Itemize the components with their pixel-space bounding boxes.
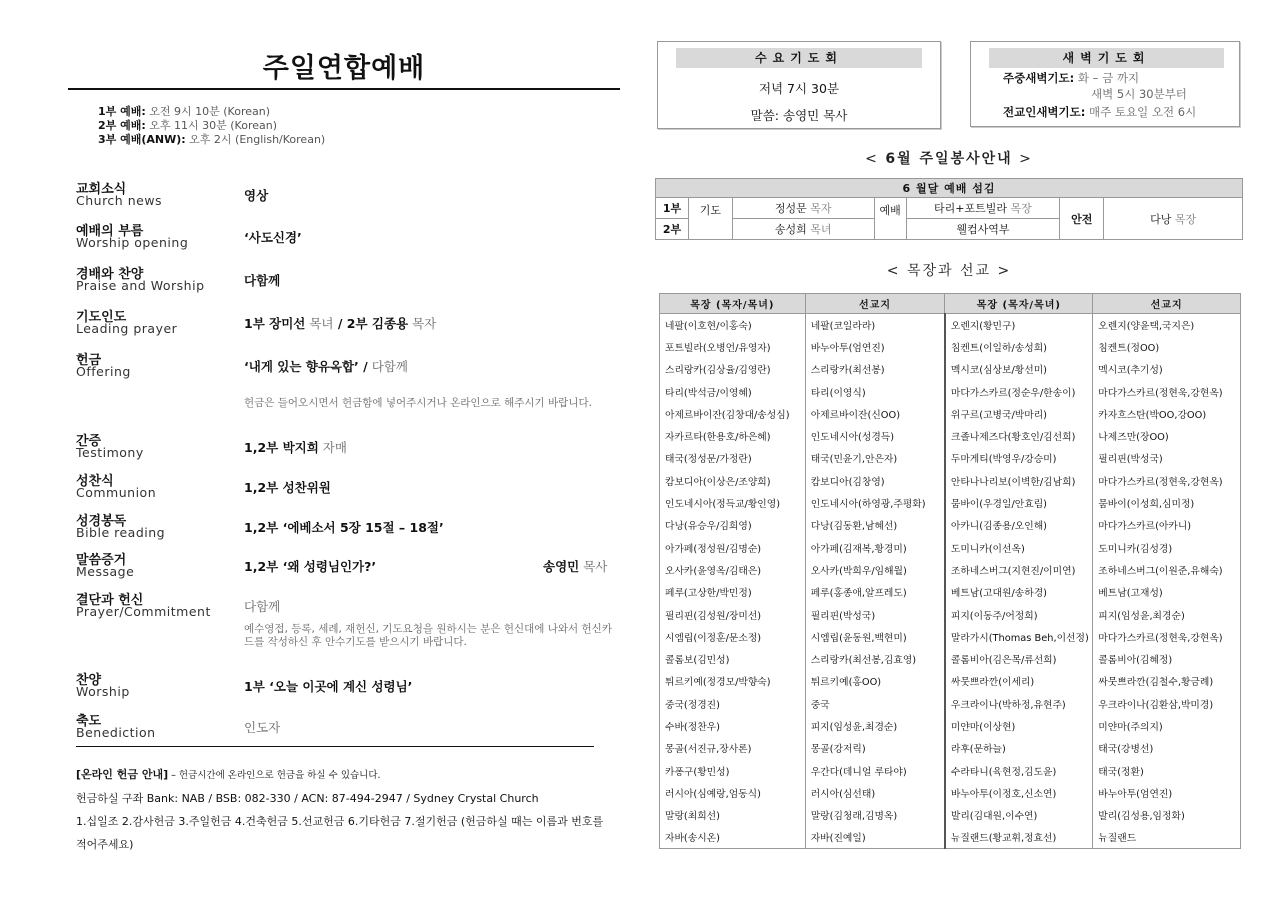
table-row	[660, 447, 1241, 469]
mission-field-cell: 캄보디아(김창영)	[805, 470, 945, 492]
mission-group-cell: 뉴질랜드(황교휘,정효선)	[945, 826, 1093, 848]
mission-group-cell: 우크라이나(박하정,유현주)	[945, 693, 1093, 715]
mission-field-cell: 카자흐스탄(박OO,강OO)	[1093, 403, 1241, 425]
mission-group-cell: 싸뭇쁘라깐(이세리)	[945, 670, 1093, 692]
mission-group-cell: 러시아(심예랑,엄동식)	[660, 782, 806, 804]
mission-field-cell: 시엠립(윤동원,백현미)	[805, 626, 945, 648]
mission-field-cell: 스리랑카(최선봉,김효영)	[805, 648, 945, 670]
mission-field-cell: 뭄바이(이성희,심미정)	[1093, 492, 1241, 514]
table-row	[660, 782, 1241, 804]
mission-field-cell: 피지(임성윤,최경순)	[1093, 603, 1241, 625]
mission-group-cell: 뭄바이(우경일/안효림)	[945, 492, 1093, 514]
mission-field-cell: 콜롬비아(김혜정)	[1093, 648, 1241, 670]
dawn-prayer-box	[970, 41, 1240, 127]
service-row-2: 2부 송성희 목녀 웰컴사역부	[656, 219, 1243, 240]
mission-field-cell: 싸뭇쁘라깐(김철수,황금례)	[1093, 670, 1241, 692]
mission-group-cell: 태국(정성문/가정란)	[660, 447, 806, 469]
mission-group-cell: 수바(정찬우)	[660, 715, 806, 737]
mission-field-cell: 자바(진예일)	[805, 826, 945, 848]
service-table-header: 6 월달 예배 섬김	[656, 179, 1243, 198]
mission-field-cell: 오사카(박희우/임해월)	[805, 559, 945, 581]
mission-group-cell: 튀르키예(정경모/박향숙)	[660, 670, 806, 692]
mission-group-cell: 아제르바이잔(김창대/송성심)	[660, 403, 806, 425]
mission-group-cell: 베트남(고대원/송하경)	[945, 581, 1093, 603]
mission-group-cell: 마다가스카르(정순우/한송이)	[945, 380, 1093, 402]
table-row	[660, 826, 1241, 848]
mission-field-cell: 튀르키예(홍OO)	[805, 670, 945, 692]
table-row	[660, 715, 1241, 737]
mission-group-cell: 다낭(유승우/김희영)	[660, 514, 806, 536]
mission-group-cell: 미얀마(이상현)	[945, 715, 1093, 737]
mission-field-cell: 태국(민윤기,안은자)	[805, 447, 945, 469]
dawn-saturday: 전교인새벽기도: 매주 토요일 오전 6시	[1003, 105, 1197, 119]
online-offering-info	[76, 763, 606, 856]
table-row	[660, 804, 1241, 826]
mission-group-cell: 콜롬보(김민성)	[660, 648, 806, 670]
online-account: 헌금하실 구좌 Bank: NAB / BSB: 082-330 / ACN: 87-494-2947 / Sydney Crystal Church	[76, 792, 539, 805]
mission-field-cell: 러시아(심선태)	[805, 782, 945, 804]
service-section-title: < 6월 주일봉사안내 >	[865, 151, 1033, 167]
table-row	[660, 626, 1241, 648]
mission-header-field: 선교지	[1093, 294, 1241, 314]
mission-group-cell: 크졸나제즈다(황호인/김선희)	[945, 425, 1093, 447]
mission-field-cell: 타리(이영식)	[805, 380, 945, 402]
mission-group-cell: 중국(정경진)	[660, 693, 806, 715]
table-row	[660, 492, 1241, 514]
mission-group-cell: 멕시코(심상보/황선미)	[945, 358, 1093, 380]
mission-group-cell: 인도네시아(정득교/황인영)	[660, 492, 806, 514]
mission-header-group: 목장 (목자/목녀)	[945, 294, 1093, 314]
mission-field-cell: 침켄트(정OO)	[1093, 336, 1241, 358]
table-row	[660, 514, 1241, 536]
table-row	[660, 693, 1241, 715]
mission-group-cell: 말랑(최희선)	[660, 804, 806, 826]
mission-group-cell: 오렌지(황민구)	[945, 314, 1093, 336]
mission-field-cell: 다낭(김동환,남혜선)	[805, 514, 945, 536]
mission-group-cell: 조하네스버그(지현진/이미연)	[945, 559, 1093, 581]
wednesday-speaker: 말씀: 송영민 목사	[750, 108, 848, 123]
online-title: [온라인 헌금 안내] – 헌금시간에 온라인으로 헌금을 하실 수 있습니다.	[76, 768, 381, 781]
service-time-3: 3부 예배(ANW): 오후 2시 (English/Korean)	[98, 133, 326, 146]
table-row	[660, 759, 1241, 781]
mission-group-cell: 아가페(정성원/김명순)	[660, 536, 806, 558]
mission-field-cell: 아제르바이잔(신OO)	[805, 403, 945, 425]
mission-field-cell: 필리핀(박성국)	[805, 603, 945, 625]
mission-group-cell: 도미니카(이선옥)	[945, 536, 1093, 558]
mission-group-cell: 침켄트(이일하/송성희)	[945, 336, 1093, 358]
mission-group-cell: 필리핀(김성원/장미선)	[660, 603, 806, 625]
table-row	[660, 425, 1241, 447]
mission-field-cell: 발리(김성용,임정화)	[1093, 804, 1241, 826]
table-row	[660, 358, 1241, 380]
mission-table	[659, 293, 1241, 849]
dawn-weekday: 주중새벽기도: 화 – 금 까지	[1003, 71, 1140, 85]
dawn-prayer-header: 새벽기도회	[989, 48, 1224, 68]
offering-types: 1.십일조 2.감사헌금 3.주일헌금 4.건축헌금 5.선교헌금 6.기타헌금 7.절기헌금 (헌금하실 때는 이름과 번호를	[76, 815, 604, 828]
table-row	[660, 380, 1241, 402]
offering-types-cont: 적어주세요)	[76, 838, 134, 851]
dawn-weekday-time: 새벽 5시 30분부터	[1091, 87, 1187, 101]
mission-group-cell: 캄보디아(이상은/조양희)	[660, 470, 806, 492]
mission-group-cell: 페루(고상한/박민정)	[660, 581, 806, 603]
mission-field-cell: 태국(정환)	[1093, 759, 1241, 781]
table-row	[660, 737, 1241, 759]
mission-field-cell: 바누아투(엄연진)	[1093, 782, 1241, 804]
mission-field-cell: 필리핀(박성국)	[1093, 447, 1241, 469]
table-row	[660, 603, 1241, 625]
mission-field-cell: 뉴질랜드	[1093, 826, 1241, 848]
mission-field-cell: 도미니카(김성경)	[1093, 536, 1241, 558]
table-row	[660, 470, 1241, 492]
mission-field-cell: 인도네시아(하영광,주평화)	[805, 492, 945, 514]
mission-group-cell: 타리(박석금/이영혜)	[660, 380, 806, 402]
mission-header-group: 목장 (목자/목녀)	[660, 294, 806, 314]
mission-field-cell: 우크라이나(김환삼,박미경)	[1093, 693, 1241, 715]
mission-field-cell: 멕시코(추기성)	[1093, 358, 1241, 380]
mission-field-cell: 몽골(강저릭)	[805, 737, 945, 759]
mission-field-cell: 말랑(김청래,김명옥)	[805, 804, 945, 826]
table-row	[660, 314, 1241, 336]
mission-group-cell: 몽골(서진규,장사론)	[660, 737, 806, 759]
mission-section-title: < 목장과 선교 >	[886, 263, 1012, 279]
mission-group-cell: 카퐁구(황민성)	[660, 759, 806, 781]
mission-group-cell: 안타나나리보(이벽한/김남희)	[945, 470, 1093, 492]
mission-field-cell: 중국	[805, 693, 945, 715]
table-row	[660, 670, 1241, 692]
mission-group-cell: 위구르(고병국/박마리)	[945, 403, 1093, 425]
mission-group-cell: 바누아투(이정호,신소연)	[945, 782, 1093, 804]
mission-group-cell: 피지(이동주/어정희)	[945, 603, 1093, 625]
mission-field-cell: 네팔(코일라라)	[805, 314, 945, 336]
mission-field-cell: 페루(홍종애,알프레도)	[805, 581, 945, 603]
mission-field-cell: 바누아투(엄연진)	[805, 336, 945, 358]
mission-group-cell: 네팔(이호현/이홍숙)	[660, 314, 806, 336]
mission-field-cell: 마다가스카르(정현욱,강현옥)	[1093, 380, 1241, 402]
section-divider	[76, 746, 594, 747]
mission-field-cell: 피지(임성윤,최경순)	[805, 715, 945, 737]
mission-group-cell: 스리랑카(김상율/김영란)	[660, 358, 806, 380]
mission-field-cell: 나제즈만(장OO)	[1093, 425, 1241, 447]
service-time-2: 2부 예배: 오후 11시 30분 (Korean)	[98, 119, 277, 132]
mission-field-cell: 마다가스카르(정현욱,강현옥)	[1093, 470, 1241, 492]
mission-group-cell: 말라가시(Thomas Beh,이선정)	[945, 626, 1093, 648]
table-row	[660, 536, 1241, 558]
mission-group-cell: 발리(김대원,이수연)	[945, 804, 1093, 826]
mission-group-cell: 라후(문하늘)	[945, 737, 1093, 759]
mission-field-cell: 조하네스버그(이원준,유해숙)	[1093, 559, 1241, 581]
mission-field-cell: 우간다(데니얼 루타야)	[805, 759, 945, 781]
bulletin-page: 주일연합예배 1부 예배: 오전 9시 10분 (Korean) 2부 예배: 오후 11시 30분 (Korean) 3부 예배(ANW): 오후 2시 (English/Korean) 교회소식 Church news 영상 예배의 부름 Worship opening ‘사도신경’ 경배와 찬양 Praise and Worship 다함께 기도인도 Leading prayer 1부 장미선 목녀 / 2부 김종용 목자 헌금 Offering ‘내게 있는 향유옥합’ / 다함께 헌금은 들어오시면서 헌금함에 넣어주시거나 온라인으로 해주시기 바랍니다. 간증 Testimony 1,2부 박지희 자매 성찬식 Communion 1,2부 성찬위원 성경봉독 Bible reading 1,2부 ‘에베소서 5장 15절 – 18절’ 말씀증거 Message 1,2부 ‘왜 성령님인가?’ 송영민 목사 결단과 헌신 Prayer/Commitment 다함께 예수영접, 등록, 세례, 재헌신, 기도요청을 원하시는 분은 헌신대에 나와서 헌신카드를 작성하신 후 안수기도를 받으시기 바랍니다. 찬양 Worship 1부 ‘오늘 이곳에 계신 성령님’ 축도 Benediction 인도자 [온라인 헌금 안내] – 헌금시간에 온라인으로 헌금을 하실 수 있습니다. 헌금하실 구좌 Bank: NAB / BSB: 082-330 / ACN: 87-494-2947 / Sydney Crystal Church 1.십일조 2.감사헌금 3.주일헌금 4.건축헌금 5.선교헌금 6.기타헌금 7.절기헌금 (헌금하실 때는 이름과 번호를 적어주세요) 수요기도회 저녁 7시 30분 말씀: 송영민 목사 새벽기도회 주중새벽기도: 화 – 금 까지 새벽 5시 30분부터 전교인새벽기도: 매주 토요일 오전 6시 < 6월 주일봉사안내 > 6 월달 예배 섬김 1부 기도 정성문 목자 예배 타리+포트빌라 목장 안전 다낭 목장 2부 송성희 목녀 웰컴사역부 < 목장과 선교 > 목장 (목자/목녀) 선교지 목장 (목자/목녀) 선교지 네팔(이호현/이홍숙) 네팔(코일라라) 오렌지(황민구) 오렌지(양윤택,국지은) 포트빌라(오병언/유영자) 바누아투(엄연진) 침켄트(이일하/송성희) 침켄트(정OO) 스리랑카(김상율/김영란) 스리랑카(최선봉) 멕시코(심상보/황선미) 멕시코(추기성) 타리(박석금/이영혜) 타리(이영식) 마다가스카르(정순우/한송이) 마다가스카르(정현욱,강현옥) 아제르바이잔(김창대/송성심) 아제르바이잔(신OO) 위구르(고병국/박마리) 카자흐스탄(박OO,강OO) 자카르타(한용호/하은혜) 인도네시아(성경득) 크졸나제즈다(황호인/김선희) 나제즈만(장OO) 태국(정성문/가정란) 태국(민윤기,안은자) 두마게티(박영우/강승미) 필리핀(박성국) 캄보디아(이상은/조양희) 캄보디아(김창영) 안타나나리보(이벽한/김남희) 마다가스카르(정현욱,강현옥) 인도네시아(정득교/황인영) 인도네시아(하영광,주평화) 뭄바이(우경일/안효림) 뭄바이(이성희,심미정) 다낭(유승우/김희영) 다낭(김동환,남혜선) 아카니(김종용/오인해) 마다가스카르(아카니) 아가페(정성원/김명순) 아가페(김재복,황경미) 도미니카(이선옥) 도미니카(김성경) 오사카(윤영옥/김태은) 오사카(박희우/임해월) 조하네스버그(지현진/이미연) 조하네스버그(이원준,유해숙) 페루(고상한/박민정) 페루(홍종애,알프레도) 베트남(고대원/송하경) 베트남(고재성) 필리핀(김성원/장미선) 필리핀(박성국) 피지(이동주/어정희) 피지(임성윤,최경순) 시엠립(이정훈/문소정) 시엠립(윤동원,백현미) 말라가시(Thomas Beh,이선정) 마다가스카르(정현욱,강현옥) 콜롬보(김민성) 스리랑카(최선봉,김효영) 콜롬비아(김은목/류선희) 콜롬비아(김혜정) 튀르키예(정경모/박향숙) 튀르키예(홍OO) 싸뭇쁘라깐(이세리) 싸뭇쁘라깐(김철수,황금례) 중국(정경진) 중국 우크라이나(박하정,유현주) 우크라이나(김환삼,박미경) 수바(정찬우) 피지(임성윤,최경순) 미얀마(이상현) 미얀마(주의지) 몽골(서진규,장사론) 몽골(강저릭) 라후(문하늘) 태국(강병선) 카퐁구(황민성) 우간다(데니얼 루타야) 수라타니(육현정,김도윤) 태국(정환) 러시아(심예랑,엄동식) 러시아(심선태) 바누아투(이정호,신소연) 바누아투(엄연진) 말랑(최희선) 말랑(김청래,김명옥) 발리(김대원,이수연) 발리(김성용,임정화) 자바(송시온) 자바(진예일) 뉴질랜드(황교휘,정효선) 뉴질랜드	[0, 0, 1280, 905]
service-table	[655, 178, 1243, 240]
table-row	[660, 559, 1241, 581]
mission-field-cell: 스리랑카(최선봉)	[805, 358, 945, 380]
service-time-1: 1부 예배: 오전 9시 10분 (Korean)	[98, 105, 270, 118]
mission-header-field: 선교지	[805, 294, 945, 314]
table-row	[660, 336, 1241, 358]
mission-field-cell: 미얀마(주의지)	[1093, 715, 1241, 737]
mission-group-cell: 포트빌라(오병언/유영자)	[660, 336, 806, 358]
mission-group-cell: 아카니(김종용/오인해)	[945, 514, 1093, 536]
table-row	[660, 403, 1241, 425]
mission-field-cell: 마다가스카르(아카니)	[1093, 514, 1241, 536]
wednesday-prayer-box	[657, 41, 941, 129]
wednesday-prayer-header: 수요기도회	[676, 48, 922, 68]
mission-field-cell: 아가페(김재복,황경미)	[805, 536, 945, 558]
mission-field-cell: 인도네시아(성경득)	[805, 425, 945, 447]
service-times	[98, 105, 325, 147]
mission-group-cell: 자바(송시온)	[660, 826, 806, 848]
wednesday-time: 저녁 7시 30분	[758, 81, 840, 96]
table-row	[660, 648, 1241, 670]
mission-field-cell: 마다가스카르(정현욱,강현옥)	[1093, 626, 1241, 648]
mission-field-cell: 베트남(고재성)	[1093, 581, 1241, 603]
title-divider	[68, 88, 620, 90]
mission-group-cell: 자카르타(한용호/하은혜)	[660, 425, 806, 447]
mission-group-cell: 두마게티(박영우/강승미)	[945, 447, 1093, 469]
mission-group-cell: 시엠립(이정훈/문소정)	[660, 626, 806, 648]
mission-group-cell: 콜롬비아(김은목/류선희)	[945, 648, 1093, 670]
table-row	[660, 581, 1241, 603]
mission-field-cell: 오렌지(양윤택,국지은)	[1093, 314, 1241, 336]
mission-group-cell: 오사카(윤영옥/김태은)	[660, 559, 806, 581]
service-row-1: 1부 기도 정성문 목자 예배 타리+포트빌라 목장 안전 다낭 목장	[656, 198, 1243, 219]
mission-field-cell: 태국(강병선)	[1093, 737, 1241, 759]
mission-group-cell: 수라타니(육현정,김도윤)	[945, 759, 1093, 781]
page-title: 주일연합예배	[262, 53, 426, 84]
